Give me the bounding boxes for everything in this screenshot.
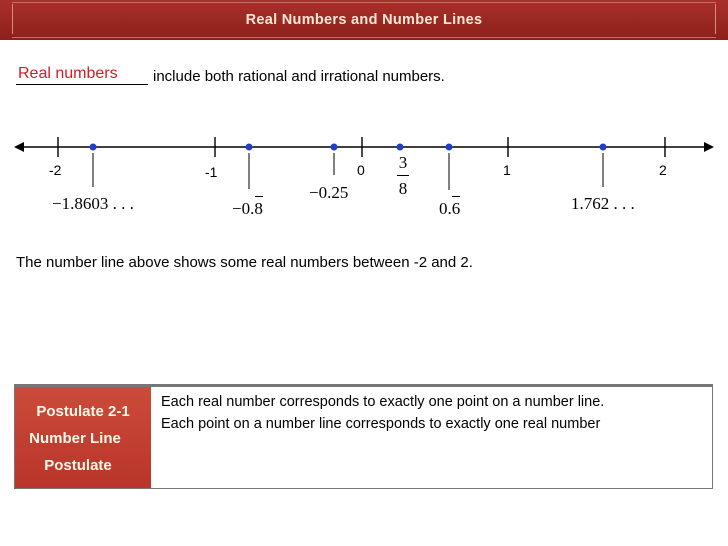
postulate-statement: Each point on a number line corresponds to exactly one real number — [161, 416, 601, 432]
fraction-label — [396, 153, 410, 199]
repeating-decimal — [242, 199, 263, 218]
postulate-statements — [161, 393, 701, 433]
title-bar — [0, 0, 728, 40]
tick-label: -1 — [205, 164, 218, 180]
intro-sentence — [16, 66, 445, 85]
fill-in-blank — [16, 66, 148, 85]
point-label — [439, 199, 460, 219]
point-marker — [397, 144, 404, 151]
tick-label: 1 — [503, 162, 511, 178]
point-marker — [246, 144, 253, 190]
point-label — [232, 199, 263, 219]
number-line-description: The number line above shows some real numbers between -2 and 2. — [16, 254, 473, 271]
fraction-bar — [397, 175, 409, 176]
minus-sign: − — [232, 199, 242, 218]
postulate-name: Postulate — [44, 457, 112, 474]
postulate-label-panel — [15, 387, 151, 488]
point-marker — [331, 144, 338, 176]
decimal-digits: 0.8 — [241, 199, 263, 218]
point-marker — [600, 144, 607, 188]
decimal-digits: 0.6 — [439, 199, 461, 218]
point-label: −0.25 — [309, 183, 349, 202]
tick-label: 0 — [357, 162, 365, 178]
page-title: Real Numbers and Number Lines — [245, 12, 483, 28]
repeat-bar — [255, 196, 263, 197]
repeating-decimal — [439, 199, 460, 218]
point-marker — [446, 144, 453, 191]
intro-text: include both rational and irrational numbers. — [153, 68, 445, 85]
repeat-bar — [452, 196, 460, 197]
point-label: −1.8603 . . . — [52, 194, 134, 213]
tick-label: 2 — [659, 162, 667, 178]
postulate-name: Number Line — [29, 430, 121, 447]
right-arrow-icon — [704, 142, 714, 152]
fraction-denominator: 8 — [398, 179, 408, 198]
tick-label: -2 — [49, 162, 62, 178]
postulate-number: Postulate 2-1 — [36, 403, 130, 420]
postulate-box — [14, 384, 713, 489]
fraction-numerator: 3 — [398, 153, 408, 172]
blank-answer: Real numbers — [18, 65, 118, 82]
point-marker — [90, 144, 97, 188]
postulate-statement: Each real number corresponds to exactly one point on a number line. — [161, 394, 605, 410]
left-arrow-icon — [14, 142, 24, 152]
point-label: 1.762 . . . — [571, 194, 635, 213]
